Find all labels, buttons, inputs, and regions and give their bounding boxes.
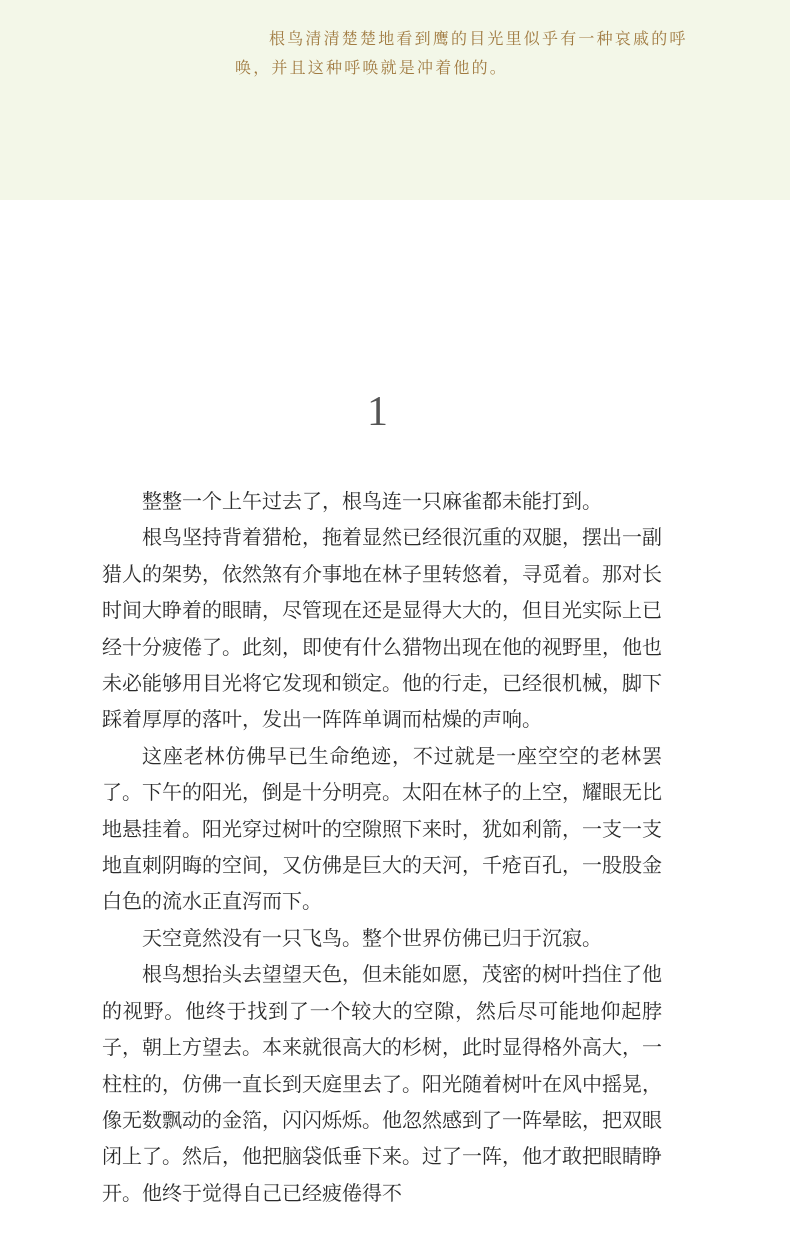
epigraph-text: 根鸟清清楚楚地看到鹰的目光里似乎有一种哀戚的呼唤，并且这种呼唤就是冲着他的。 (235, 29, 688, 77)
chapter-number: 1 (367, 389, 388, 435)
epigraph-band (0, 0, 790, 200)
paragraph: 根鸟坚持背着猎枪，拖着显然已经很沉重的双腿，摆出一副猎人的架势，依然煞有介事地在林子里转悠着，寻觅着。那对长时间大睁着的眼睛，尽管现在还是显得大大的，但目光实际上已经十分疲倦了。此刻，即使有什么猎物出现在他的视野里，他也未必能够用目光将它发现和锁定。他的行走，已经很机械，脚下踩着厚厚的落叶，发出一阵阵单调而枯燥的声响。 (102, 525, 662, 732)
epigraph (235, 24, 705, 82)
paragraph: 天空竟然没有一只飞鸟。整个世界仿佛已归于沉寂。 (142, 925, 602, 950)
body-text (102, 483, 662, 1211)
paragraph: 这座老林仿佛早已生命绝迹，不过就是一座空空的老林罢了。下午的阳光，倒是十分明亮。太阳在林子的上空，耀眼无比地悬挂着。阳光穿过树叶的空隙照下来时，犹如利箭，一支一支地直刺阴晦的空间，又仿佛是巨大的天河，千疮百孔，一股股金白色的流水正直泻而下。 (102, 743, 662, 914)
paragraph: 根鸟想抬头去望望天色，但未能如愿，茂密的树叶挡住了他的视野。他终于找到了一个较大的空隙，然后尽可能地仰起脖子，朝上方望去。本来就很高大的杉树，此时显得格外高大，一柱柱的，仿佛一直长到天庭里去了。阳光随着树叶在风中摇晃，像无数飘动的金箔，闪闪烁烁。他忽然感到了一阵晕眩，把双眼闭上了。然后，他把脑袋低垂下来。过了一阵，他才敢把眼睛睁开。他终于觉得自己已经疲倦得不 (102, 962, 662, 1205)
paragraph: 整整一个上午过去了，根鸟连一只麻雀都未能打到。 (142, 489, 602, 513)
